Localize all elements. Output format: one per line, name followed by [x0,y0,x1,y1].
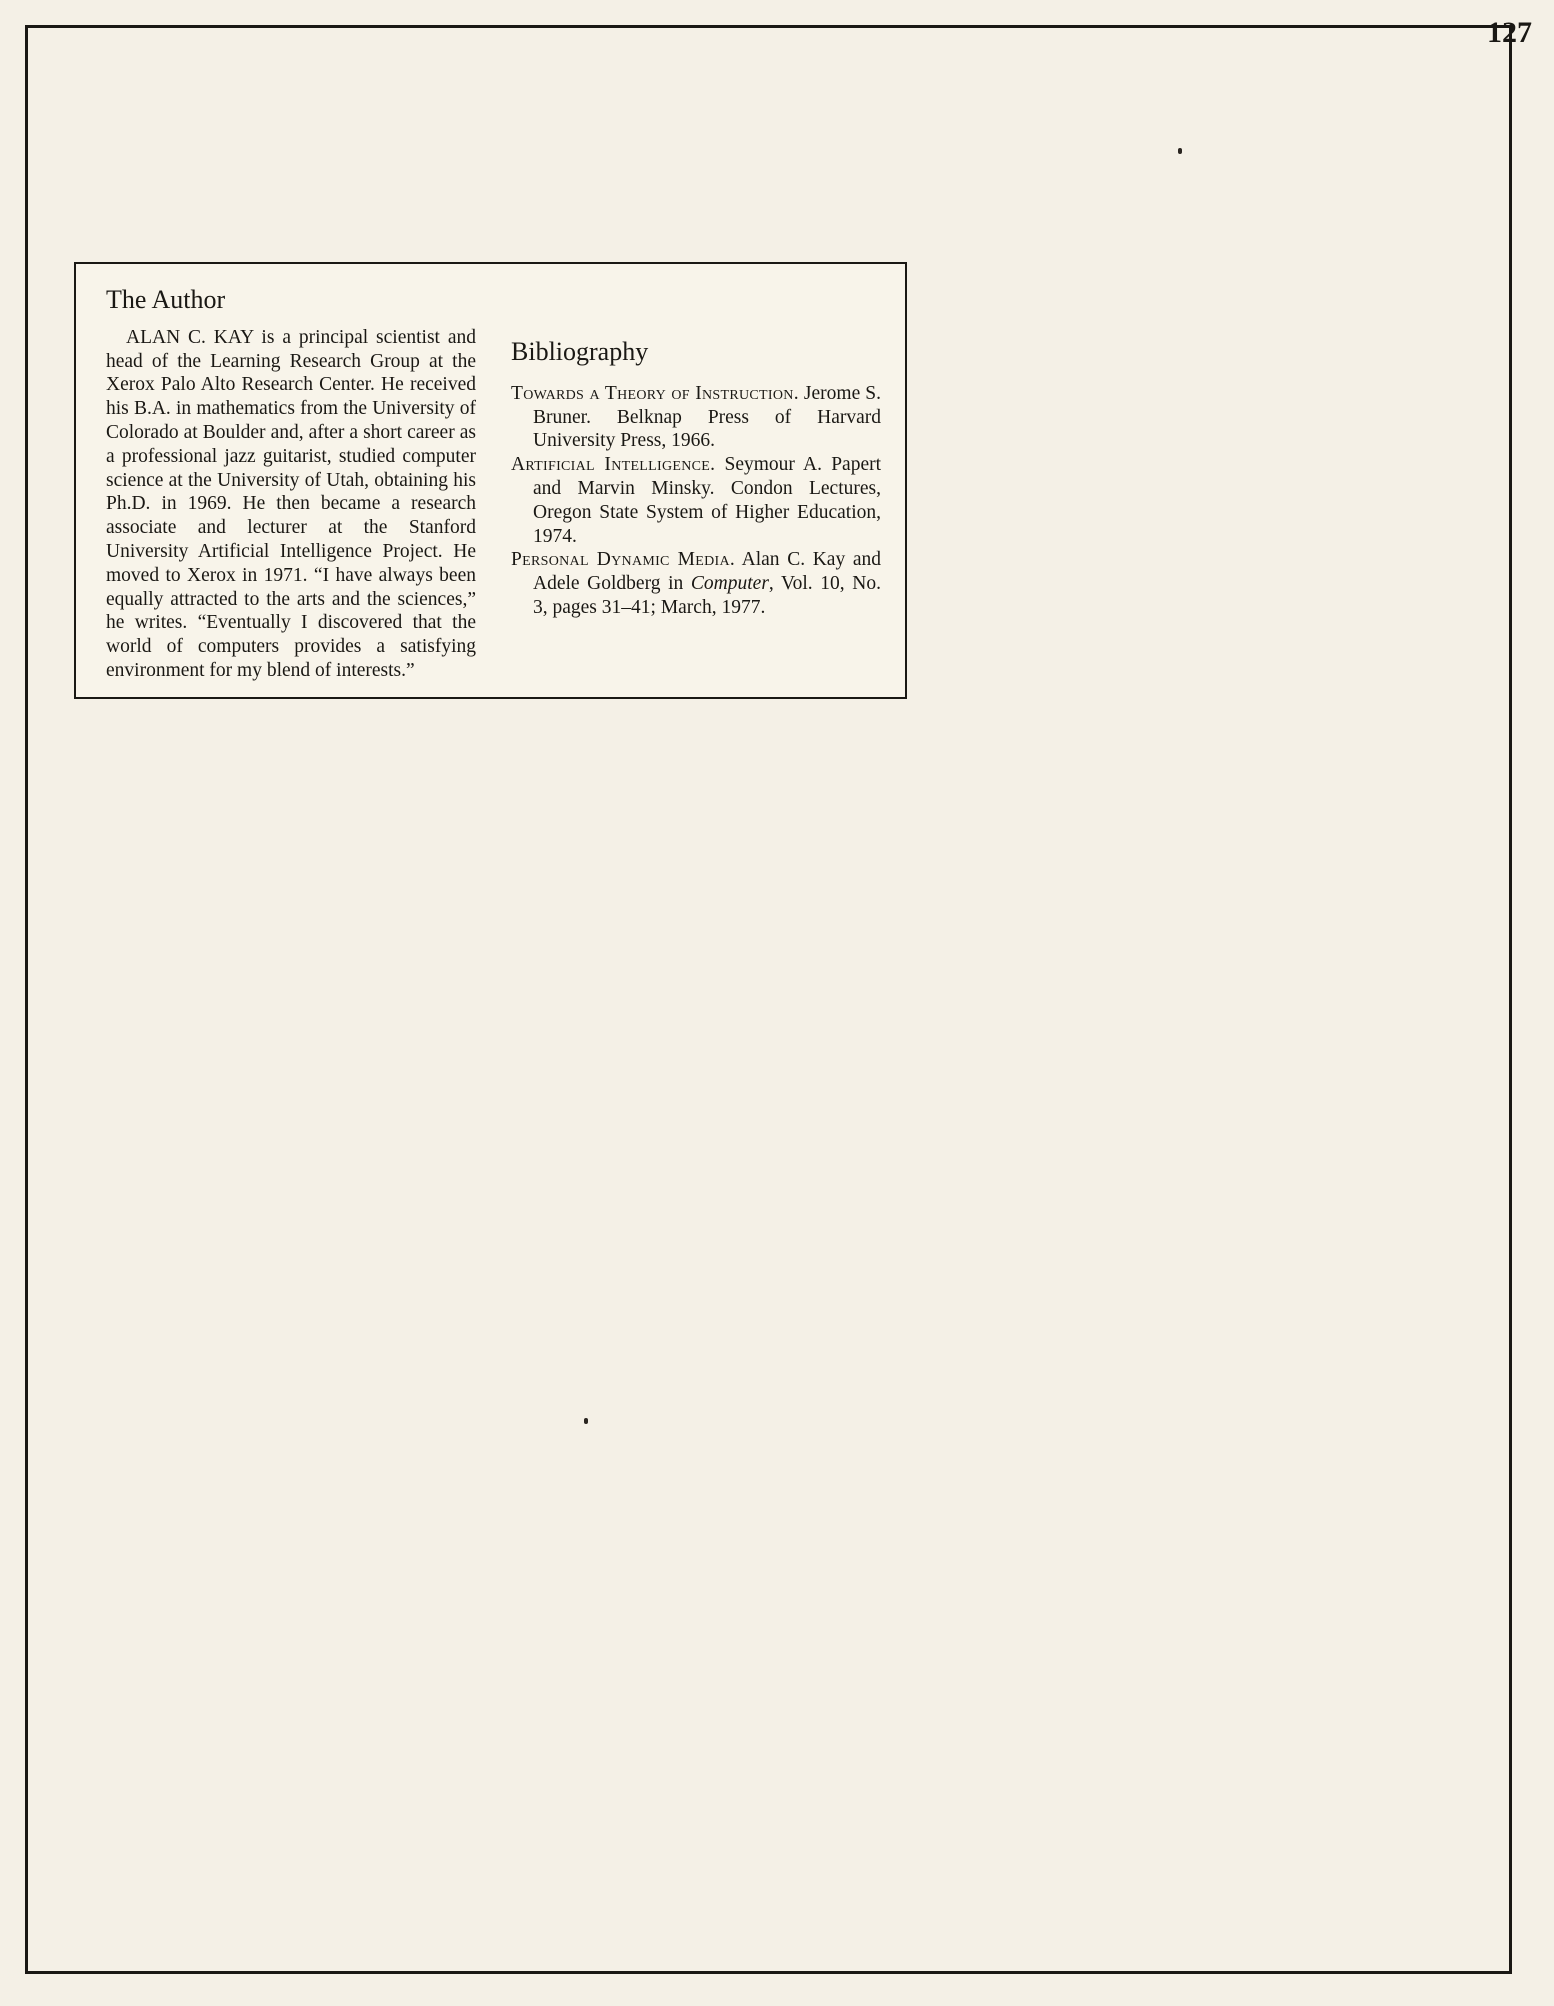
bibliography-list [511,382,881,620]
author-column [106,285,476,683]
bibliography-entry-title: Towards a Theory of Instruction. [511,382,799,404]
bibliography-entry-details-end: , Vol. 10, No. 3, pages 31–41; March, 1977. [533,573,881,618]
bibliography-entry [511,453,881,548]
print-speck [584,1418,588,1424]
print-speck [1178,148,1182,154]
bibliography-entry-details: Alan C. Kay and Adele Goldberg in [533,549,881,595]
bibliography-entry-details: Jerome S. Bruner. Belknap Press of Harvard University Press, 1966. [533,382,881,452]
author-heading: The Author [106,285,226,314]
bibliography-entry-title: Personal Dynamic Media. [511,549,736,571]
bibliography-entry [511,382,881,453]
bibliography-column [511,314,881,683]
author-box [74,262,907,699]
bibliography-heading: Bibliography [511,337,649,366]
bibliography-entry-journal: Computer [690,573,769,595]
bibliography-entry-details: Seymour A. Papert and Marvin Minsky. Condon Lectures, Oregon State System of Higher Education, 1974. [533,454,882,547]
author-bio: ALAN C. KAY is a principal scientist and head of the Learning Research Group at the Xerox Palo Alto Research Center. He received his B.A. in mathematics from the University of Colorado at Boulder and, after a short career as a professional jazz guitarist, studied computer science at the University of Utah, obtaining his Ph.D. in 1969. He then became a research associate and lecturer at the Stanford University Artificial Intelligence Project. He moved to Xerox in 1971. “I have always been equally attracted to the arts and the sciences,” he writes. “Eventually I discovered that the world of computers provides a satisfying environment for my blend of interests.” [106,326,476,681]
bibliography-entry-title: Artificial Intelligence. [511,454,716,476]
page-number: 127 [1487,16,1532,49]
bibliography-entry [511,548,881,619]
